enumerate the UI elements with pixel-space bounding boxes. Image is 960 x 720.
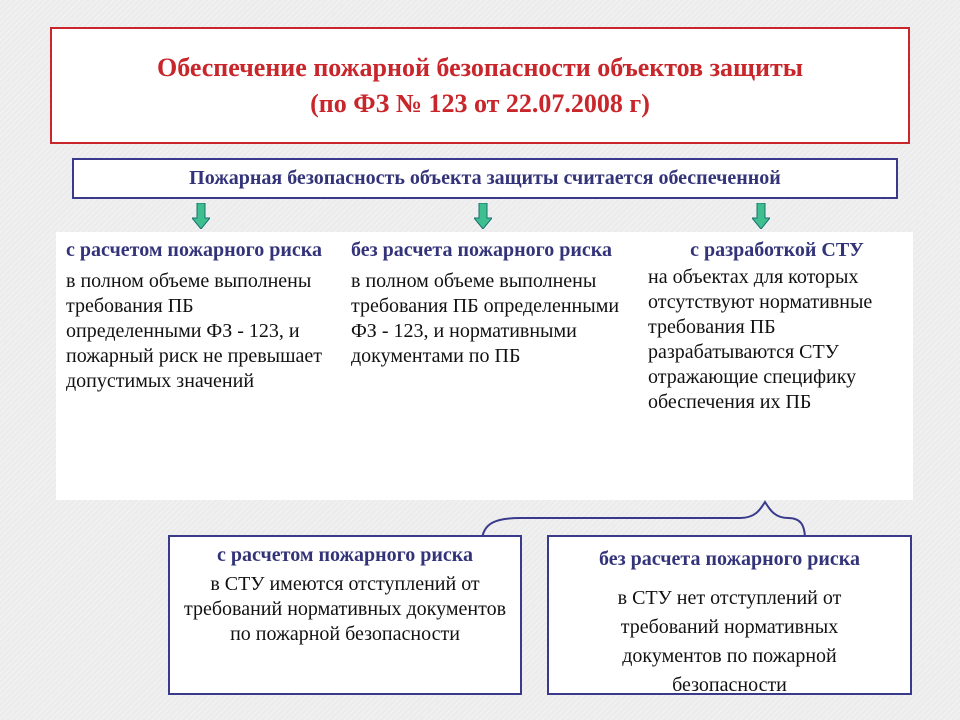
column-heading: с расчетом пожарного риска: [66, 239, 322, 261]
down-arrow-icon: [474, 203, 492, 229]
column-heading: с разработкой СТУ: [690, 239, 864, 261]
column-heading: без расчета пожарного риска: [351, 239, 612, 261]
column-without-risk-calc: [351, 238, 626, 369]
title-line-2: (по ФЗ № 123 от 22.07.2008 г): [310, 88, 650, 118]
stu-without-risk-box: [547, 535, 912, 695]
subtitle-box: [72, 158, 898, 199]
stu-with-risk-box: [168, 535, 522, 695]
column-text: в полном объеме выполнены требования ПБ определенными ФЗ - 123, и пожарный риск не превышает допустимых значений: [66, 270, 322, 392]
title-box: [50, 27, 910, 144]
column-with-risk-calc: [66, 238, 331, 394]
title-line-1: Обеспечение пожарной безопасности объектов защиты: [156, 52, 804, 82]
column-text: на объектах для которых отсутствуют нормативные требования ПБ разрабатываются СТУ отражающие специфику обеспечения их ПБ: [648, 266, 873, 413]
subtitle-text: Пожарная безопасность объекта защиты считается обеспеченной: [189, 167, 781, 189]
column-stu: [648, 238, 906, 415]
column-text: в полном объеме выполнены требования ПБ определенными ФЗ - 123, и нормативными документами по ПБ: [351, 270, 620, 367]
box-text: в СТУ нет отступлений от требований нормативных документов по пожарной безопасности: [617, 587, 842, 696]
columns-panel: [56, 232, 913, 500]
box-text: в СТУ имеются отступлений от требований нормативных документов по пожарной безопасности: [184, 573, 507, 645]
down-arrow-icon: [192, 203, 210, 229]
down-arrow-icon: [752, 203, 770, 229]
box-heading: с расчетом пожарного риска: [217, 544, 473, 566]
box-heading: без расчета пожарного риска: [599, 548, 860, 570]
